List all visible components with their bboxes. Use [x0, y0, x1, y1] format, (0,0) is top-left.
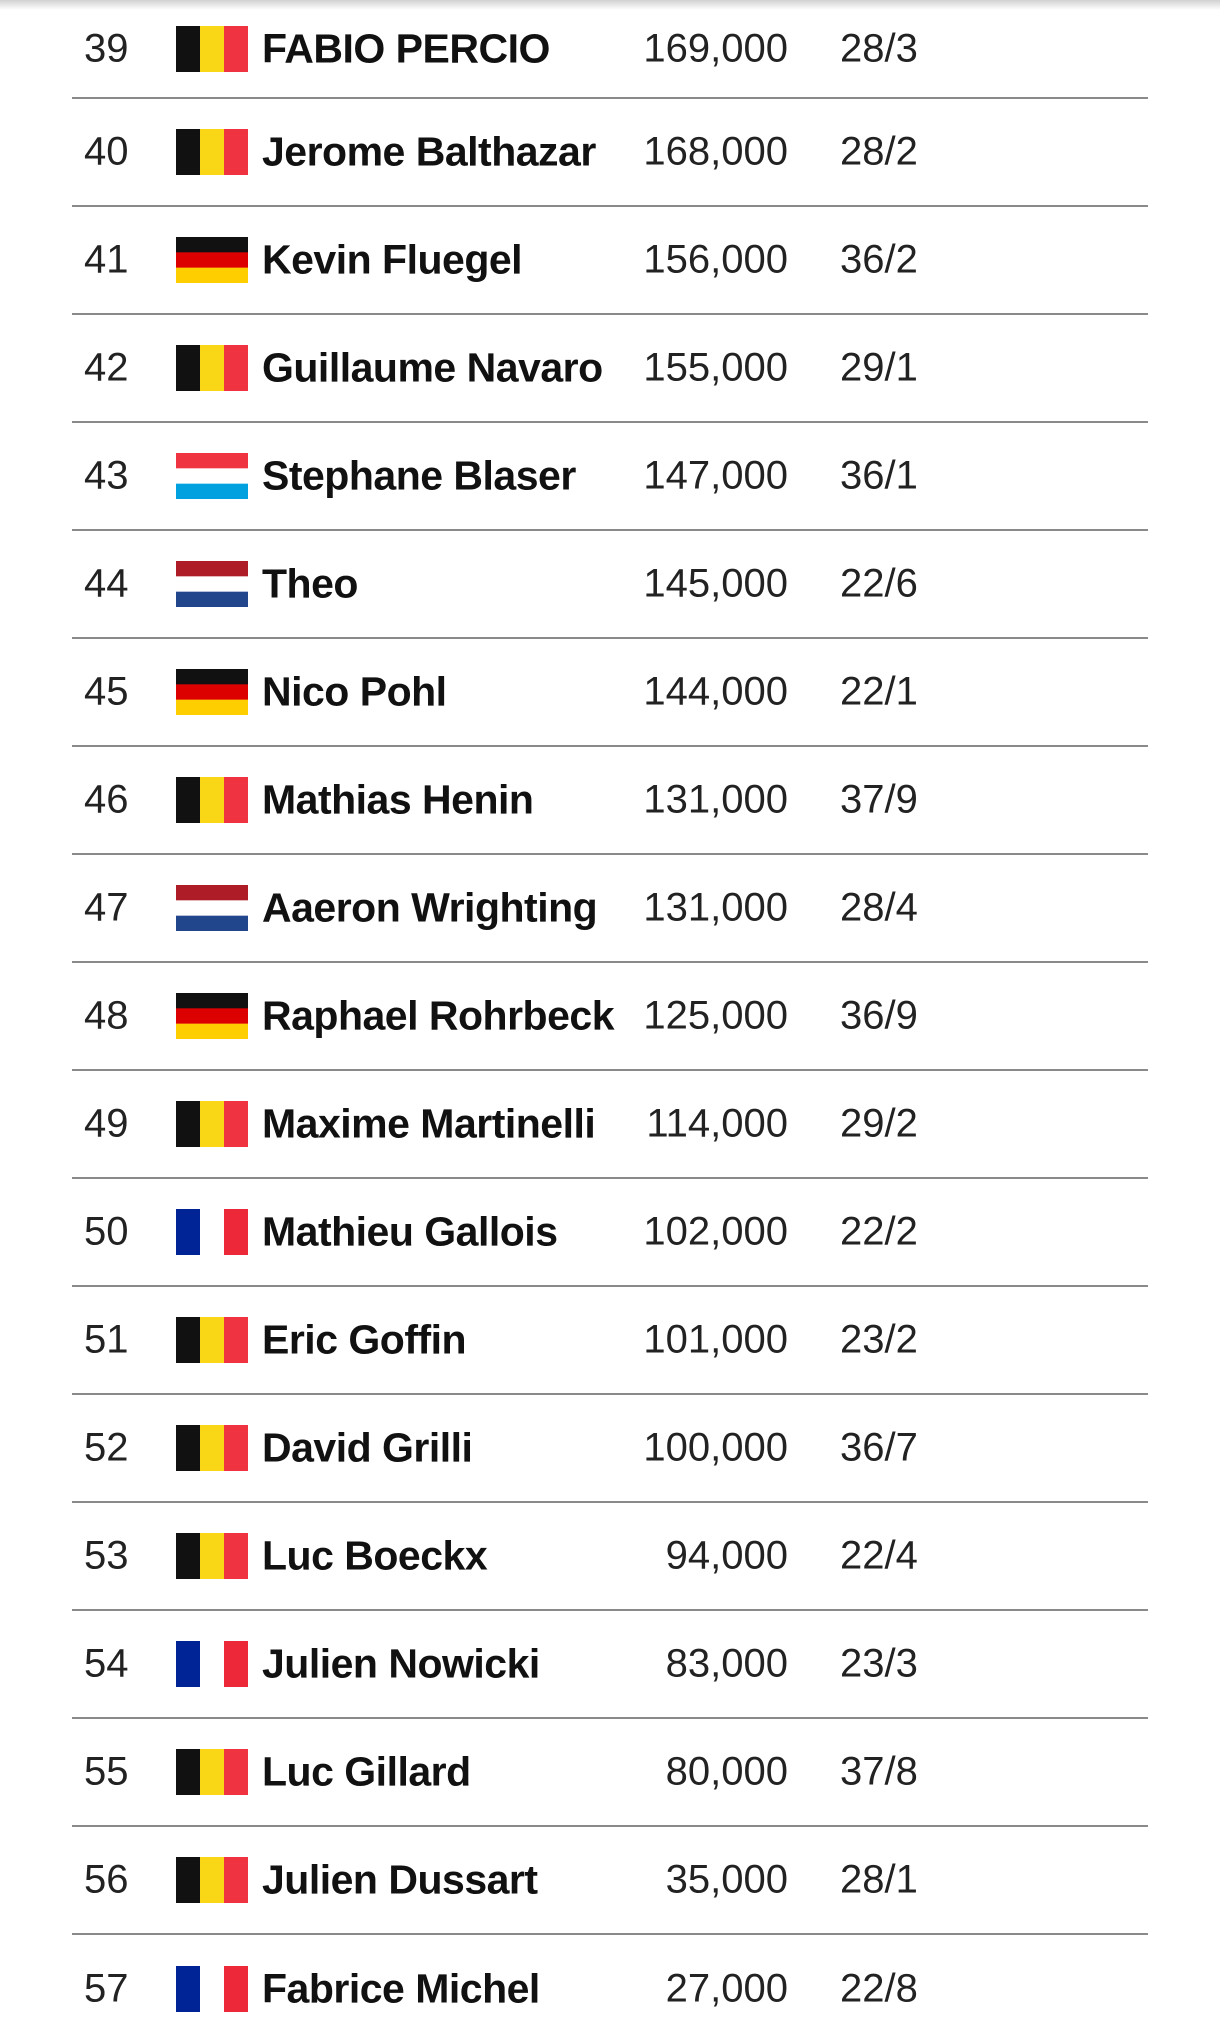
flag-stripe	[176, 576, 248, 592]
netherlands-flag-icon	[176, 561, 248, 607]
rank-number: 40	[84, 129, 129, 174]
flag-stripe	[200, 129, 225, 175]
table-row[interactable]	[72, 963, 1148, 1071]
flag-stripe	[176, 885, 248, 901]
table-row[interactable]	[72, 0, 1148, 99]
ranking-list	[72, 0, 1148, 2043]
flag-stripe	[224, 345, 248, 391]
player-name[interactable]: Theo	[262, 560, 358, 607]
rank-number: 52	[84, 1425, 129, 1470]
flag-stripe	[176, 700, 248, 715]
player-record: 22/1	[840, 669, 918, 714]
player-record: 22/6	[840, 561, 918, 606]
rank-number: 56	[84, 1857, 129, 1902]
player-record: 28/1	[840, 1857, 918, 1902]
flag-stripe	[200, 1425, 225, 1471]
flag-stripe	[176, 453, 248, 469]
flag-stripe	[200, 26, 225, 72]
player-record: 36/1	[840, 453, 918, 498]
player-record: 29/1	[840, 345, 918, 390]
flag-stripe	[200, 1641, 225, 1687]
player-name[interactable]: Stephane Blaser	[262, 452, 576, 499]
flag-stripe	[176, 1641, 201, 1687]
germany-flag-icon	[176, 237, 248, 283]
player-name[interactable]: Julien Dussart	[262, 1856, 538, 1903]
flag-stripe	[176, 561, 248, 577]
table-row[interactable]	[72, 1071, 1148, 1179]
flag-stripe	[224, 1533, 248, 1579]
player-name[interactable]: Fabrice Michel	[262, 1965, 540, 2012]
player-name[interactable]: Nico Pohl	[262, 668, 447, 715]
player-name[interactable]: Jerome Balthazar	[262, 128, 596, 175]
player-record: 36/9	[840, 993, 918, 1038]
flag-stripe	[224, 129, 248, 175]
flag-stripe	[176, 916, 248, 931]
flag-stripe	[176, 684, 248, 700]
flag-stripe	[176, 1533, 201, 1579]
rank-number: 47	[84, 885, 129, 930]
rank-number: 39	[84, 26, 129, 70]
table-row[interactable]	[72, 1935, 1148, 2043]
belgium-flag-icon	[176, 129, 248, 175]
flag-stripe	[176, 468, 248, 484]
flag-stripe	[176, 1024, 248, 1039]
player-name[interactable]: Raphael Rohrbeck	[262, 992, 614, 1039]
player-record: 36/7	[840, 1425, 918, 1470]
rank-number: 53	[84, 1533, 129, 1578]
player-record: 29/2	[840, 1101, 918, 1146]
flag-stripe	[176, 777, 201, 823]
rank-number: 41	[84, 237, 129, 282]
flag-stripe	[200, 777, 225, 823]
flag-stripe	[176, 484, 248, 499]
player-points: 145,000	[643, 561, 788, 606]
flag-stripe	[176, 237, 248, 253]
player-record: 28/4	[840, 885, 918, 930]
player-name[interactable]: Kevin Fluegel	[262, 236, 523, 283]
player-points: 100,000	[643, 1425, 788, 1470]
france-flag-icon	[176, 1209, 248, 1255]
player-record: 22/4	[840, 1533, 918, 1578]
flag-stripe	[200, 1857, 225, 1903]
flag-stripe	[200, 1209, 225, 1255]
rank-number: 57	[84, 1966, 129, 2011]
rank-number: 54	[84, 1641, 129, 1686]
player-points: 169,000	[643, 26, 788, 70]
rank-number: 43	[84, 453, 129, 498]
flag-stripe	[176, 592, 248, 607]
player-points: 156,000	[643, 237, 788, 282]
flag-stripe	[176, 252, 248, 268]
player-record: 28/3	[840, 26, 918, 70]
player-name[interactable]: Julien Nowicki	[262, 1640, 540, 1687]
luxembourg-flag-icon	[176, 453, 248, 499]
table-row[interactable]	[72, 1719, 1148, 1827]
belgium-flag-icon	[176, 1749, 248, 1795]
player-points: 83,000	[665, 1641, 788, 1686]
flag-stripe	[224, 1966, 248, 2012]
player-points: 144,000	[643, 669, 788, 714]
player-points: 168,000	[643, 129, 788, 174]
table-row[interactable]	[72, 639, 1148, 747]
table-row[interactable]	[72, 531, 1148, 639]
player-name[interactable]: Luc Gillard	[262, 1748, 471, 1795]
player-record: 22/2	[840, 1209, 918, 1254]
belgium-flag-icon	[176, 1857, 248, 1903]
flag-stripe	[176, 1966, 201, 2012]
flag-stripe	[224, 777, 248, 823]
flag-stripe	[224, 1641, 248, 1687]
player-name[interactable]: Eric Goffin	[262, 1316, 467, 1363]
belgium-flag-icon	[176, 1425, 248, 1471]
belgium-flag-icon	[176, 1533, 248, 1579]
flag-stripe	[176, 1317, 201, 1363]
table-row[interactable]	[72, 1827, 1148, 1935]
flag-stripe	[200, 1317, 225, 1363]
rank-number: 42	[84, 345, 129, 390]
player-points: 27,000	[665, 1966, 788, 2011]
rank-number: 48	[84, 993, 129, 1038]
player-points: 125,000	[643, 993, 788, 1038]
table-row[interactable]	[72, 99, 1148, 207]
player-points: 131,000	[643, 777, 788, 822]
flag-stripe	[224, 1857, 248, 1903]
rank-number: 50	[84, 1209, 129, 1254]
rank-number: 55	[84, 1749, 129, 1794]
rank-number: 51	[84, 1317, 129, 1362]
player-record: 23/3	[840, 1641, 918, 1686]
player-points: 102,000	[643, 1209, 788, 1254]
flag-stripe	[176, 993, 248, 1009]
flag-stripe	[200, 1533, 225, 1579]
flag-stripe	[176, 26, 201, 72]
table-row[interactable]	[72, 207, 1148, 315]
rank-number: 49	[84, 1101, 129, 1146]
player-name[interactable]: Luc Boeckx	[262, 1532, 488, 1579]
table-row[interactable]	[72, 855, 1148, 963]
player-record: 23/2	[840, 1317, 918, 1362]
belgium-flag-icon	[176, 345, 248, 391]
flag-stripe	[176, 1209, 201, 1255]
player-record: 37/8	[840, 1749, 918, 1794]
flag-stripe	[224, 1749, 248, 1795]
player-points: 114,000	[646, 1101, 788, 1146]
germany-flag-icon	[176, 993, 248, 1039]
player-name[interactable]: Guillaume Navaro	[262, 344, 603, 391]
player-record: 28/2	[840, 129, 918, 174]
player-points: 80,000	[665, 1749, 788, 1794]
flag-stripe	[176, 1008, 248, 1024]
player-name[interactable]: David Grilli	[262, 1424, 473, 1471]
rank-number: 45	[84, 669, 129, 714]
flag-stripe	[176, 1425, 201, 1471]
table-row[interactable]	[72, 747, 1148, 855]
player-record: 37/9	[840, 777, 918, 822]
flag-stripe	[200, 1966, 225, 2012]
table-row[interactable]	[72, 1287, 1148, 1395]
france-flag-icon	[176, 1966, 248, 2012]
rank-number: 46	[84, 777, 129, 822]
flag-stripe	[176, 1101, 201, 1147]
belgium-flag-icon	[176, 1101, 248, 1147]
belgium-flag-icon	[176, 777, 248, 823]
flag-stripe	[176, 268, 248, 283]
table-row[interactable]	[72, 1611, 1148, 1719]
belgium-flag-icon	[176, 26, 248, 72]
player-record: 22/8	[840, 1966, 918, 2011]
flag-stripe	[224, 1317, 248, 1363]
flag-stripe	[176, 345, 201, 391]
player-record: 36/2	[840, 237, 918, 282]
player-points: 101,000	[643, 1317, 788, 1362]
belgium-flag-icon	[176, 1317, 248, 1363]
flag-stripe	[176, 669, 248, 685]
table-row[interactable]	[72, 1395, 1148, 1503]
flag-stripe	[176, 900, 248, 916]
flag-stripe	[176, 1857, 201, 1903]
netherlands-flag-icon	[176, 885, 248, 931]
germany-flag-icon	[176, 669, 248, 715]
flag-stripe	[200, 345, 225, 391]
player-name[interactable]: Mathias Henin	[262, 776, 534, 823]
player-name[interactable]: Aaeron Wrighting	[262, 884, 598, 931]
player-name[interactable]: Maxime Martinelli	[262, 1100, 596, 1147]
player-points: 35,000	[665, 1857, 788, 1902]
flag-stripe	[200, 1749, 225, 1795]
flag-stripe	[224, 26, 248, 72]
table-row[interactable]	[72, 315, 1148, 423]
flag-stripe	[224, 1101, 248, 1147]
flag-stripe	[224, 1209, 248, 1255]
player-points: 155,000	[643, 345, 788, 390]
player-points: 131,000	[643, 885, 788, 930]
table-row[interactable]	[72, 1503, 1148, 1611]
player-points: 147,000	[643, 453, 788, 498]
player-name[interactable]: FABIO PERCIO	[262, 25, 550, 71]
flag-stripe	[224, 1425, 248, 1471]
flag-stripe	[200, 1101, 225, 1147]
player-points: 94,000	[665, 1533, 788, 1578]
table-row[interactable]	[72, 423, 1148, 531]
flag-stripe	[176, 1749, 201, 1795]
rank-number: 44	[84, 561, 129, 606]
france-flag-icon	[176, 1641, 248, 1687]
table-row[interactable]	[72, 1179, 1148, 1287]
player-name[interactable]: Mathieu Gallois	[262, 1208, 558, 1255]
flag-stripe	[176, 129, 201, 175]
